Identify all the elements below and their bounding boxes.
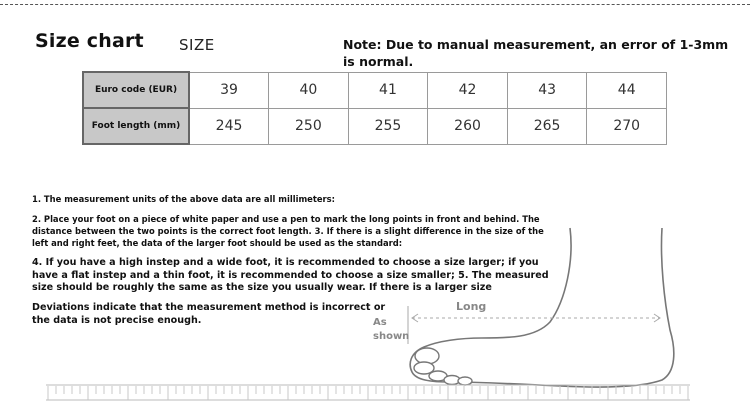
- measurement-note: Note: Due to manual measurement, an error of 1-3mm is normal.: [343, 37, 729, 69]
- instruction-3: 4. If you have a high instep and a wide foot, it is recommended to choose a size larger; if you have a flat instep and a thin foot, it is recommended to choose a size smaller; 5. The measured size should be roughly the same as the size you usually wear. If there is a larger size: [32, 257, 549, 293]
- as-shown-label: As shown: [373, 317, 410, 342]
- ruler-ticks: [48, 386, 688, 400]
- instruction-1: 1. The measurement units of the above data are all millimeters:: [32, 194, 335, 204]
- table-cell: 40: [269, 72, 349, 108]
- table-cell: 265: [507, 108, 587, 144]
- page-title: Size chart: [35, 30, 144, 52]
- table-cell: 270: [587, 108, 667, 144]
- page-subtitle: SIZE: [179, 36, 215, 54]
- instruction-4: Deviations indicate that the measurement method is incorrect or the data is not precise enough.: [32, 302, 386, 326]
- table-cell: 39: [189, 72, 269, 108]
- table-cell: 245: [189, 108, 269, 144]
- instruction-2: 2. Place your foot on a piece of white paper and use a pen to mark the long points in front and behind. The distance between the two points is the correct foot length. 3. If there is a slight difference in the size of the left and right feet, the data of the larger foot should be used as the standard:: [32, 214, 544, 248]
- table-cell: 250: [269, 108, 349, 144]
- table-cell: 42: [428, 72, 508, 108]
- table-cell: 43: [507, 72, 587, 108]
- table-cell: 41: [348, 72, 428, 108]
- table-cell: 255: [348, 108, 428, 144]
- row-header: Euro code (EUR): [83, 72, 189, 108]
- length-arrow: [408, 306, 660, 344]
- long-label: Long: [456, 300, 487, 313]
- table-cell: 44: [587, 72, 667, 108]
- table-cell: 260: [428, 108, 508, 144]
- row-header: Foot length (mm): [83, 108, 189, 144]
- foot-outline: [410, 228, 674, 387]
